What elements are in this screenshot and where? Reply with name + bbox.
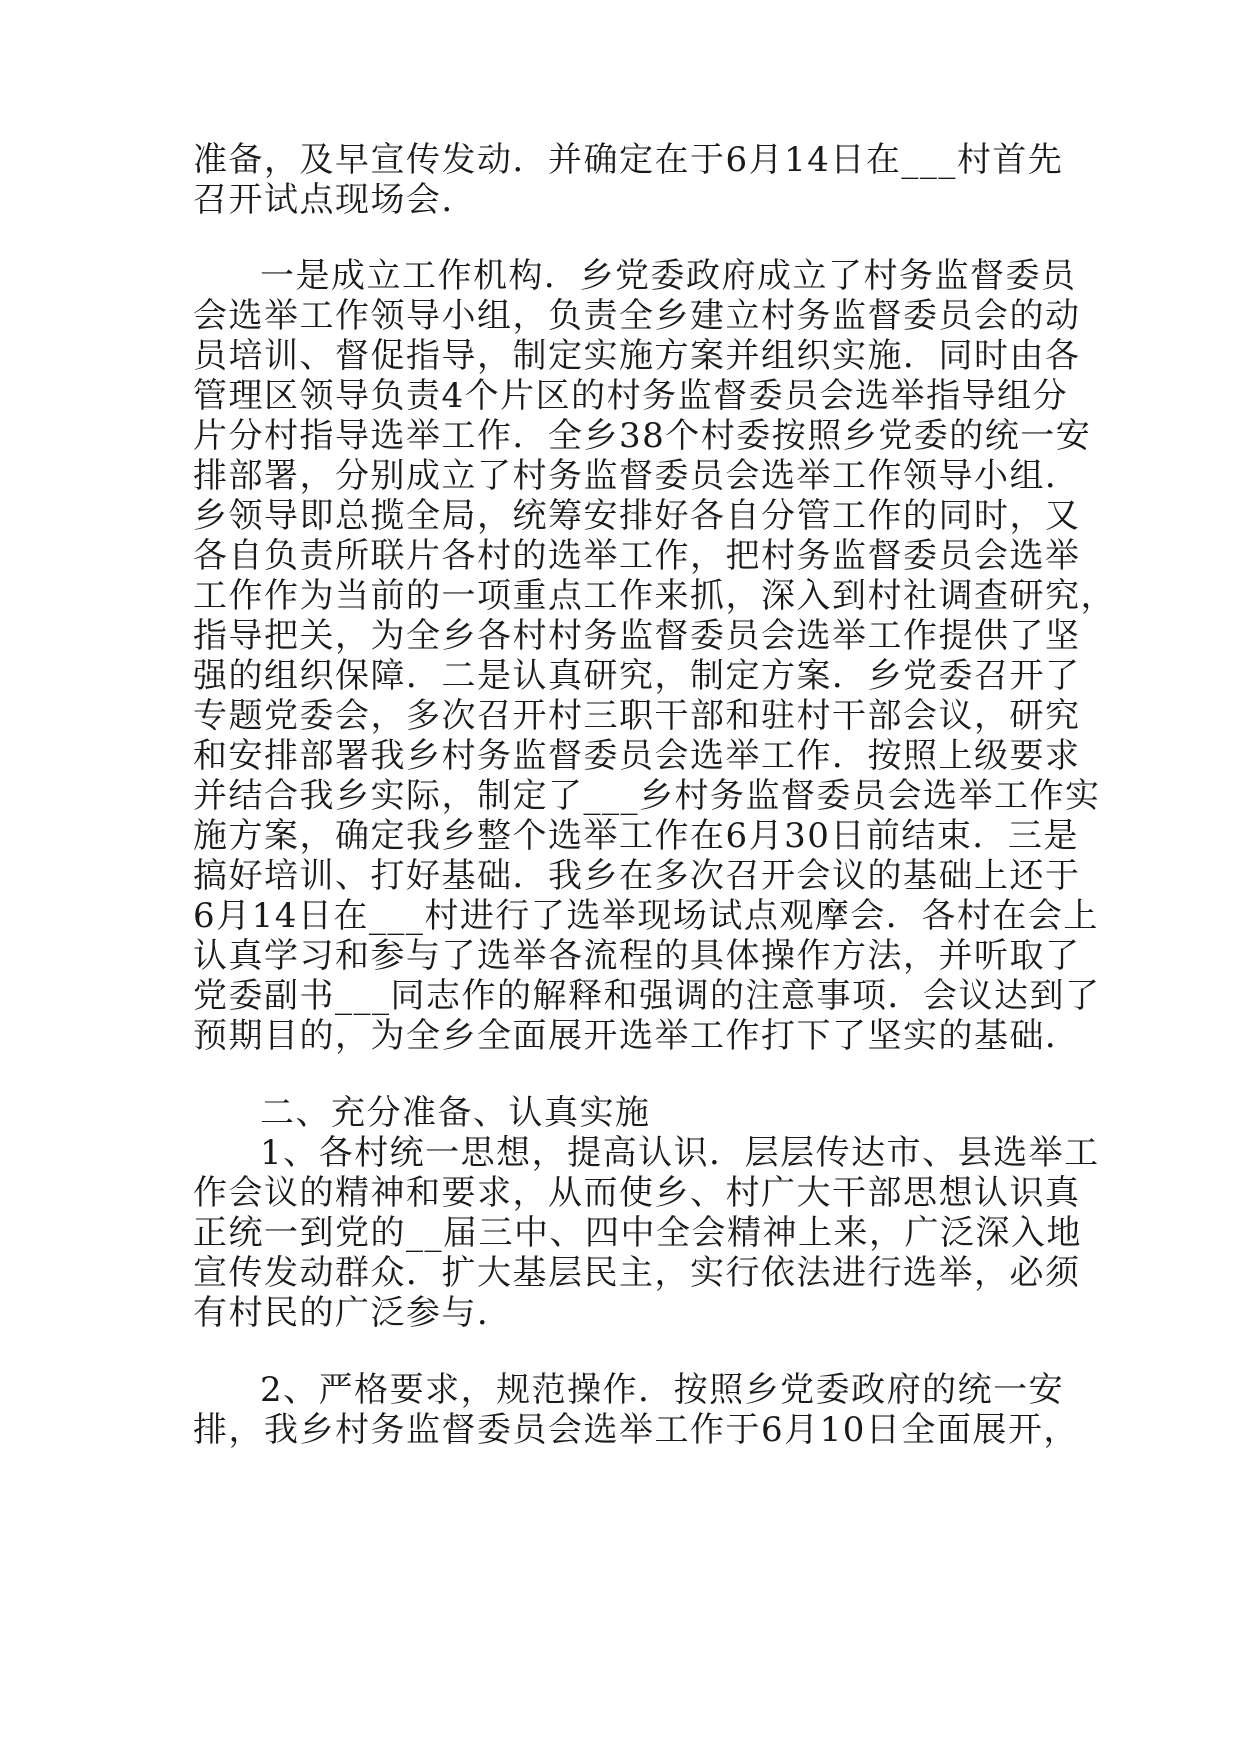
text-line: 召开试点现场会．	[193, 180, 477, 220]
text-line: 工作作为当前的一项重点工作来抓，深入到村社调查研究，	[193, 576, 1116, 616]
text-line: 员培训、督促指导，制定实施方案并组织实施．同时由各	[193, 336, 1081, 376]
text-line: 搞好培训、打好基础．我乡在多次召开会议的基础上还于	[193, 856, 1081, 896]
text-line: 会选举工作领导小组，负责全乡建立村务监督委员会的动	[193, 296, 1081, 336]
text-line: 施方案，确定我乡整个选举工作在6月30日前结束．三是	[193, 816, 1079, 856]
text-line: 党委副书___同志作的解释和强调的注意事项．会议达到了	[193, 976, 1101, 1016]
text-line: 作会议的精神和要求，从而使乡、村广大干部思想认识真	[193, 1173, 1081, 1213]
text-line: 并结合我乡实际，制定了___乡村务监督委员会选举工作实	[193, 776, 1101, 816]
text-line: 认真学习和参与了选举各流程的具体操作方法，并听取了	[193, 936, 1081, 976]
text-line: 正统一到党的__届三中、四中全会精神上来，广泛深入地	[193, 1213, 1082, 1253]
text-line: 管理区领导负责4个片区的村务监督委员会选举指导组分	[193, 376, 1069, 416]
text-line: 各自负责所联片各村的选举工作，把村务监督委员会选举	[193, 536, 1081, 576]
text-line: 排部署，分别成立了村务监督委员会选举工作领导小组．	[193, 456, 1081, 496]
text-line: 和安排部署我乡村务监督委员会选举工作．按照上级要求	[193, 736, 1081, 776]
text-line: 2、严格要求，规范操作．按照乡党委政府的统一安	[260, 1370, 1065, 1410]
text-line: 片分村指导选举工作．全乡38个村委按照乡党委的统一安	[193, 416, 1092, 456]
text-line: 乡领导即总揽全局，统筹安排好各自分管工作的同时，又	[193, 496, 1081, 536]
text-line: 1、各村统一思想，提高认识．层层传达市、县选举工	[260, 1133, 1100, 1173]
text-line: 专题党委会，多次召开村三职干部和驻村干部会议，研究	[193, 696, 1081, 736]
text-line: 排，我乡村务监督委员会选举工作于6月10日全面展开，	[193, 1410, 1079, 1450]
text-line: 强的组织保障．二是认真研究，制定方案．乡党委召开了	[193, 656, 1081, 696]
text-line: 预期目的，为全乡全面展开选举工作打下了坚实的基础．	[193, 1016, 1081, 1056]
text-line: 宣传发动群众．扩大基层民主，实行依法进行选举，必须	[193, 1253, 1081, 1293]
text-line: 有村民的广泛参与．	[193, 1293, 513, 1333]
text-line: 准备，及早宣传发动．并确定在于6月14日在___村首先	[193, 140, 1064, 180]
text-line: 一是成立工作机构．乡党委政府成立了村务监督委员	[260, 256, 1077, 296]
section-heading: 二、充分准备、认真实施	[260, 1093, 651, 1133]
text-line: 指导把关，为全乡各村村务监督委员会选举工作提供了坚	[193, 616, 1081, 656]
text-line: 6月14日在___村进行了选举现场试点观摩会．各村在会上	[193, 896, 1099, 936]
